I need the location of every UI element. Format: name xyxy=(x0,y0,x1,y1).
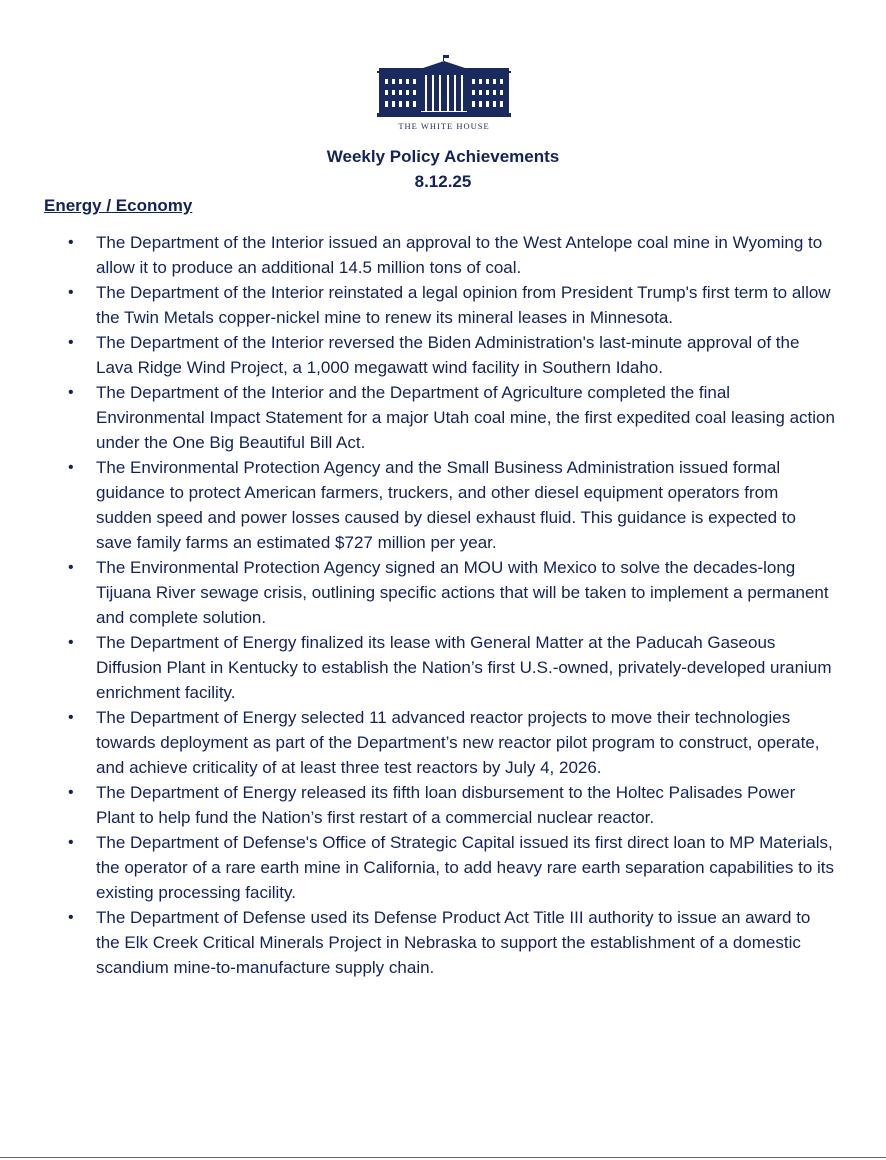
list-item: • The Department of the Interior and the Department of Agriculture completed the final Environmental Impact Statement for a major Utah coal mine, the first expedited coal leasing action under the One Big Beautiful Bill Act. xyxy=(0,380,836,455)
list-item: • The Environmental Protection Agency and the Small Business Administration issued formal guidance to protect American farmers, truckers, and other diesel equipment operators from sudden speed and power losses caused by diesel exhaust fluid. This guidance is expected to save family farms an estimated $727 million per year. xyxy=(0,455,836,555)
logo-caption: THE WHITE HOUSE xyxy=(398,121,490,131)
page-bottom-divider xyxy=(0,1157,886,1158)
list-item: • The Department of Defense's Office of Strategic Capital issued its first direct loan to MP Materials, the operator of a rare earth mine in California, to add heavy rare earth separation capabilities to its existing processing facility. xyxy=(0,830,836,905)
list-item: • The Department of the Interior reversed the Biden Administration's last-minute approval of the Lava Ridge Wind Project, a 1,000 megawatt wind facility in Southern Idaho. xyxy=(0,330,836,380)
list-item: • The Department of Energy selected 11 advanced reactor projects to move their technologies towards deployment as part of the Department’s new reactor pilot program to construct, operate, and achieve criticality of at least three test reactors by July 4, 2026. xyxy=(0,705,836,780)
section-heading: Energy / Economy xyxy=(44,196,193,215)
list-item: • The Department of the Interior issued an approval to the West Antelope coal mine in Wyoming to allow it to produce an additional 14.5 million tons of coal. xyxy=(0,230,836,280)
list-item: • The Department of Defense used its Defense Product Act Title III authority to issue an award to the Elk Creek Critical Minerals Project in Nebraska to support the establishment of a domestic scandium mine-to-manufacture supply chain. xyxy=(0,905,836,980)
white-house-logo xyxy=(376,55,512,131)
white-house-building-icon xyxy=(377,55,511,117)
achievements-list xyxy=(0,230,886,980)
document-date: 8.12.25 xyxy=(414,172,472,191)
document-header xyxy=(0,144,886,194)
list-item: • The Department of Energy finalized its lease with General Matter at the Paducah Gaseous Diffusion Plant in Kentucky to establish the Nation’s first U.S.-owned, privately-developed uranium enrichment facility. xyxy=(0,630,836,705)
list-item: • The Department of Energy released its fifth loan disbursement to the Holtec Palisades Power Plant to help fund the Nation’s first restart of a commercial nuclear reactor. xyxy=(0,780,836,830)
list-item: • The Department of the Interior reinstated a legal opinion from President Trump's first term to allow the Twin Metals copper-nickel mine to renew its mineral leases in Minnesota. xyxy=(0,280,836,330)
page-title: Weekly Policy Achievements xyxy=(326,147,560,166)
list-item: • The Environmental Protection Agency signed an MOU with Mexico to solve the decades-long Tijuana River sewage crisis, outlining specific actions that will be taken to implement a permanent and complete solution. xyxy=(0,555,836,630)
